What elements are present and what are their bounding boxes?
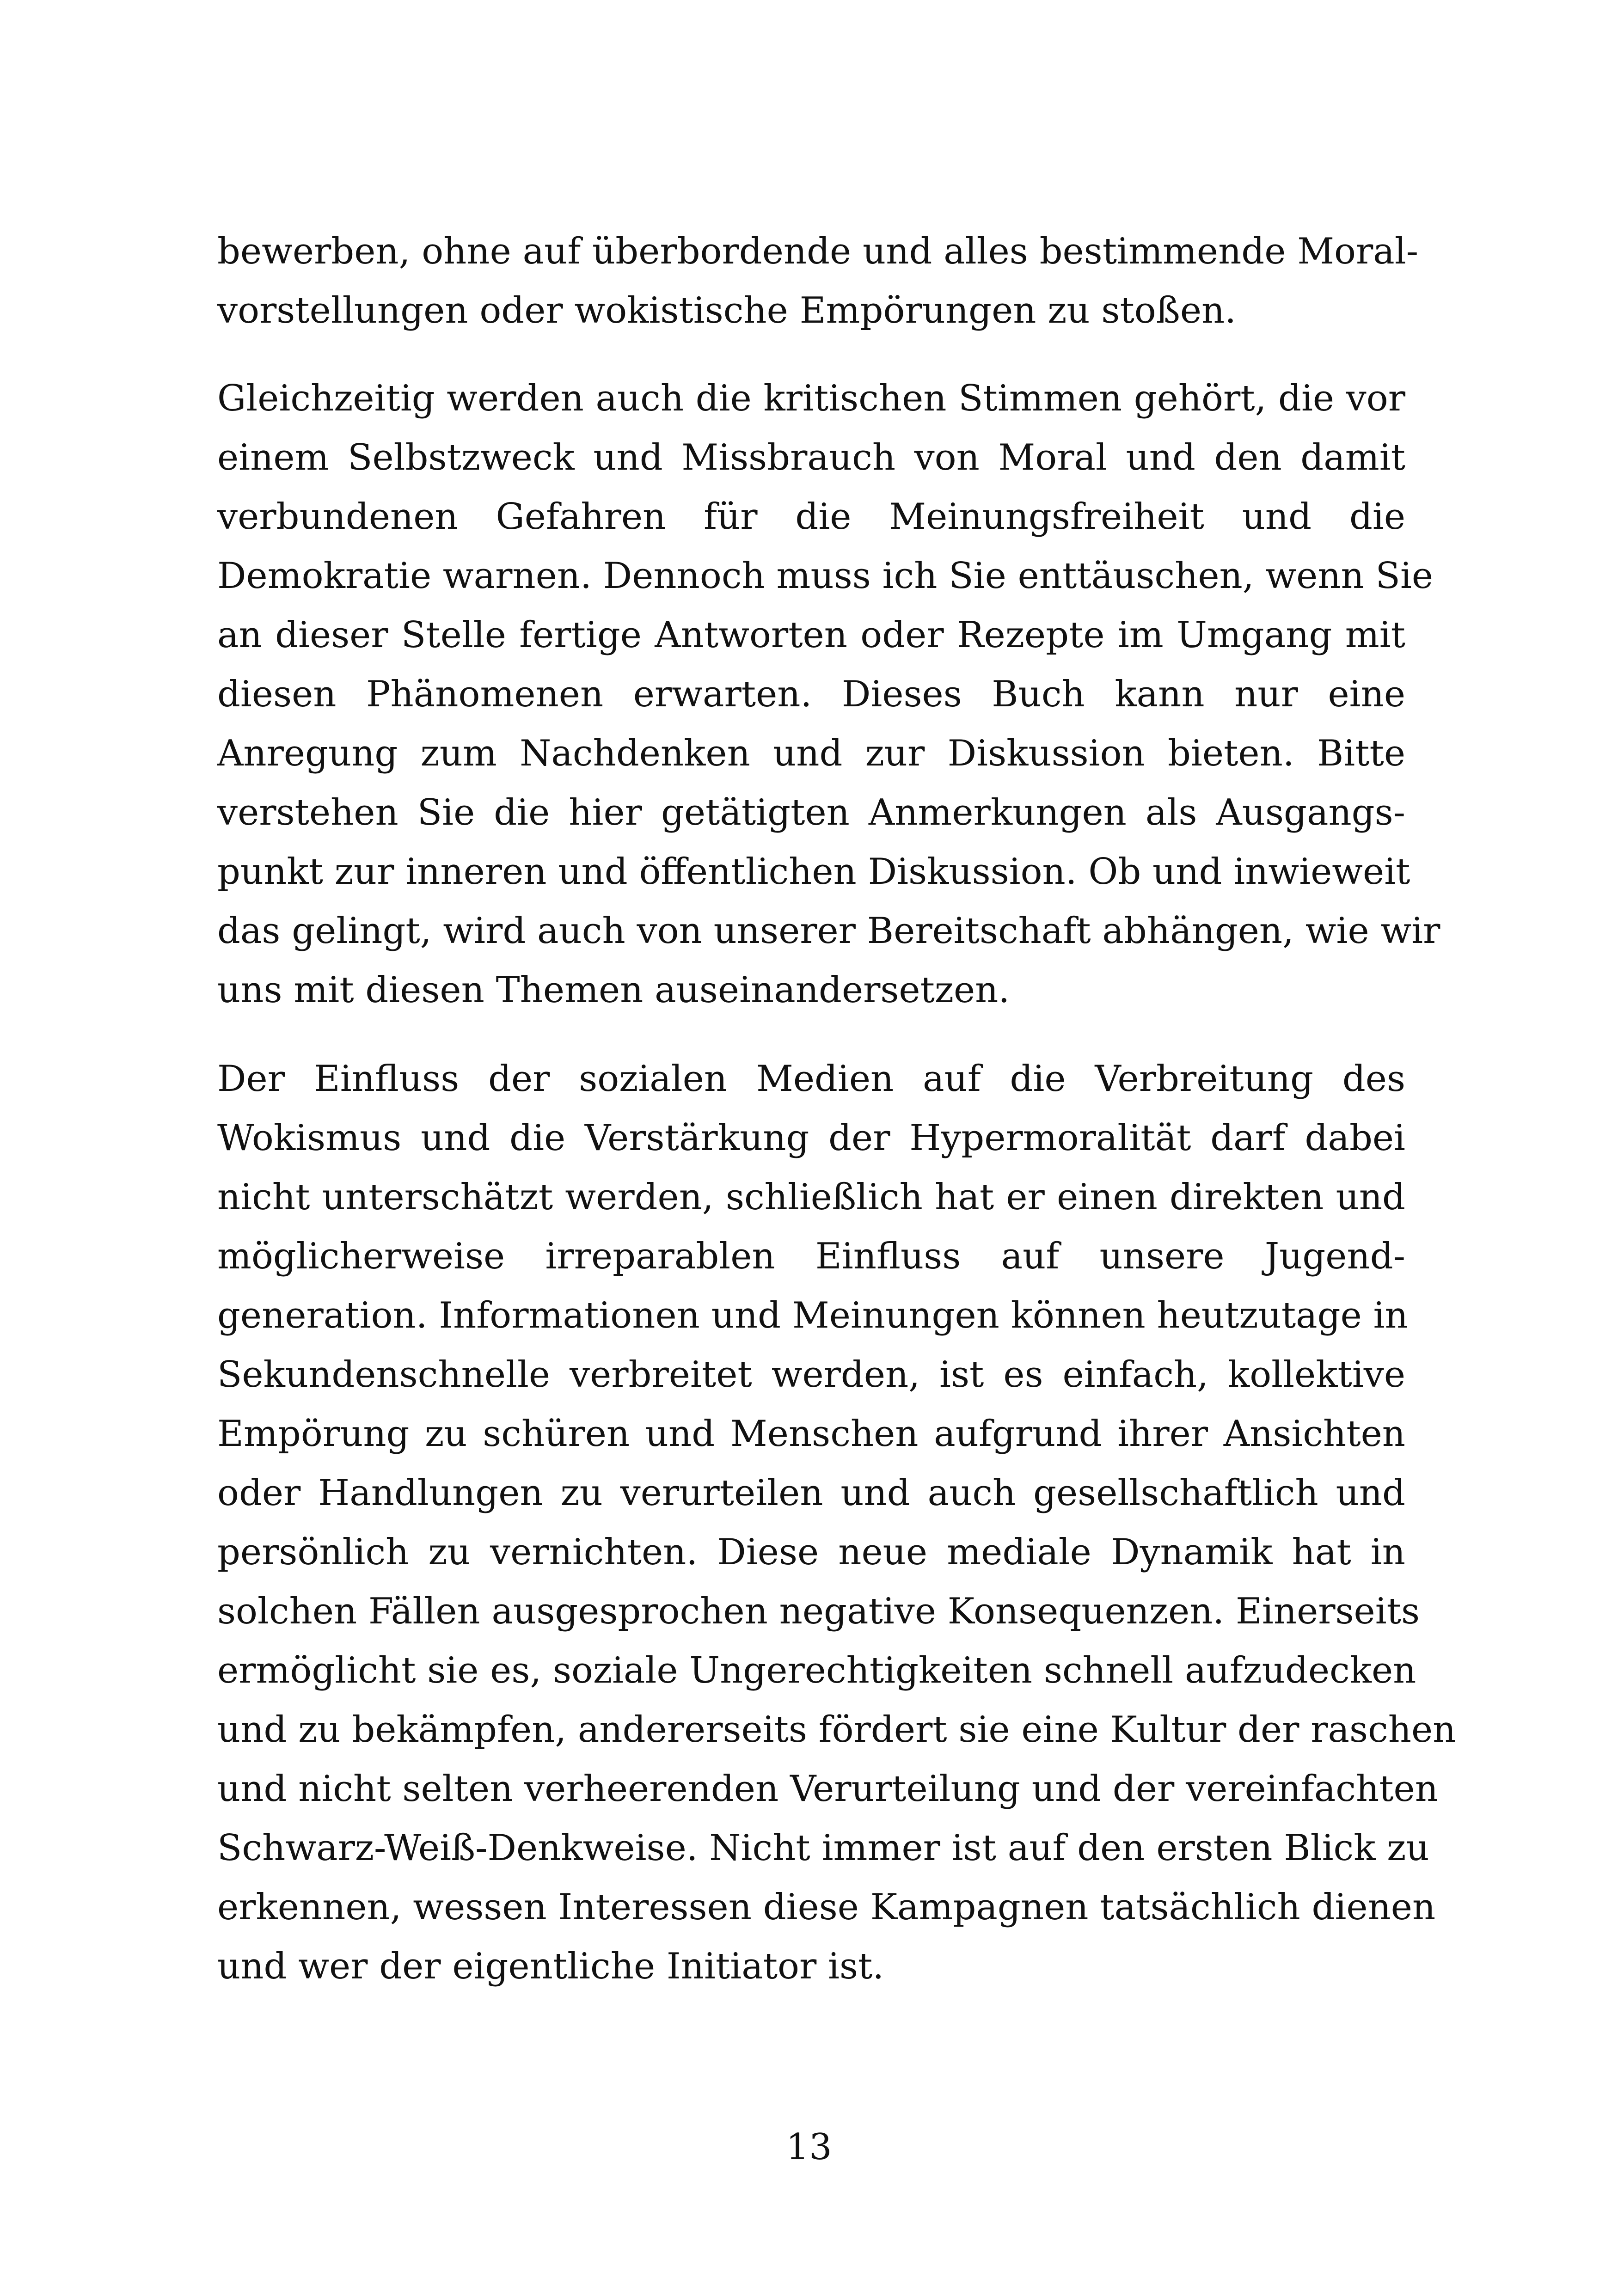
paragraph-line: generation. Informationen und Meinungen können heutzutage in [217,1295,1408,1336]
paragraph-line: an dieser Stelle fertige Antworten oder Rezepte im Umgang mit [217,614,1405,656]
paragraph-line: möglicherweise irreparablen Einfluss auf unsere Jugend- [217,1236,1405,1277]
paragraph-line: Wokismus und die Verstärkung der Hypermoralität darf dabei [217,1117,1405,1159]
paragraph-line: Demokratie warnen. Dennoch muss ich Sie enttäuschen, wenn Sie [217,555,1434,597]
paragraph-line: Gleichzeitig werden auch die kritischen Stimmen gehört, die vor [217,378,1405,419]
paragraph-line: Der Einfluss der sozialen Medien auf die Verbreitung des [217,1058,1405,1100]
paragraph-line: und zu bekämpfen, andererseits fördert sie eine Kultur der raschen [217,1709,1456,1751]
paragraph-line: das gelingt, wird auch von unserer Bereitschaft abhängen, wie wir [217,910,1440,952]
paragraph-line: punkt zur inneren und öffentlichen Diskussion. Ob und inwieweit [217,851,1410,893]
paragraph-line: bewerben, ohne auf überbordende und alles bestimmende Moral- [217,231,1419,272]
paragraph-line: nicht unterschätzt werden, schließlich hat er einen direkten und [217,1176,1405,1218]
paragraph-line: einem Selbstzweck und Missbrauch von Moral und den damit [217,437,1405,478]
paragraph-1 [217,222,1419,340]
paragraph-2 [217,369,1440,1020]
paragraph-line: und wer der eigentliche Initiator ist. [217,1946,884,1987]
paragraph-line: persönlich zu vernichten. Diese neue mediale Dynamik hat in [217,1531,1405,1573]
paragraph-line: Empörung zu schüren und Menschen aufgrund ihrer Ansichten [217,1413,1405,1455]
paragraph-line: verstehen Sie die hier getätigten Anmerkungen als Ausgangs- [217,792,1405,833]
paragraph-line: Anregung zum Nachdenken und zur Diskussion bieten. Bitte [217,733,1405,774]
paragraph-3 [217,1049,1456,1996]
paragraph-line: oder Handlungen zu verurteilen und auch gesellschaftlich und [217,1472,1405,1514]
paragraph-line: diesen Phänomenen erwarten. Dieses Buch kann nur eine [217,673,1405,715]
page-number: 13 [786,2126,832,2168]
paragraph-line: und nicht selten verheerenden Verurteilung und der vereinfachten [217,1768,1438,1810]
paragraph-line: ermöglicht sie es, soziale Ungerechtigkeiten schnell aufzudecken [217,1650,1416,1691]
paragraph-line: uns mit diesen Themen auseinandersetzen. [217,969,1010,1011]
paragraph-line: Schwarz-Weiß-Denkweise. Nicht immer ist auf den ersten Blick zu [217,1827,1429,1869]
paragraph-line: solchen Fällen ausgesprochen negative Konsequenzen. Einerseits [217,1591,1420,1632]
paragraph-line: vorstellungen oder wokistische Empörungen zu stoßen. [217,290,1237,331]
paragraph-line: erkennen, wessen Interessen diese Kampagnen tatsächlich dienen [217,1886,1436,1928]
paragraph-line: verbundenen Gefahren für die Meinungsfreiheit und die [217,496,1405,538]
paragraph-line: Sekundenschnelle verbreitet werden, ist es einfach, kollektive [217,1354,1405,1396]
